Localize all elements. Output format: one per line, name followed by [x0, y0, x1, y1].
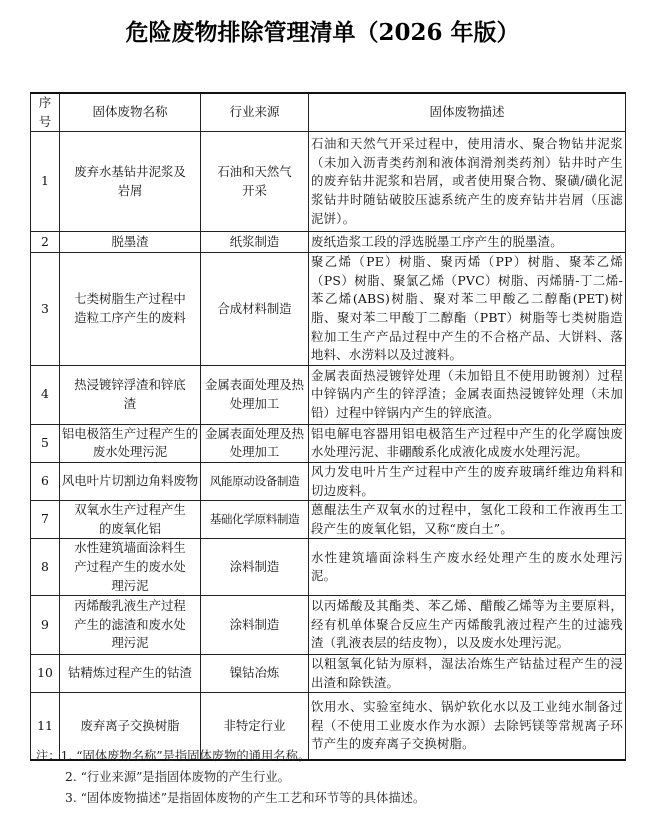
footnotes	[36, 746, 425, 809]
table-row	[31, 232, 626, 253]
row-industry: 金属表面处理及热处理加工	[201, 424, 309, 462]
hazardous-waste-exclusion-table	[30, 92, 626, 761]
table-row	[31, 501, 626, 539]
row-industry: 基础化学原料制造	[201, 501, 309, 539]
row-name: 风电叶片切割边角料废物	[60, 462, 201, 500]
row-description: 以粗氢氧化钴为原料，湿法冶炼生产钴盐过程产生的浸出渣和除铁渣。	[309, 655, 626, 693]
row-industry: 涂料制造	[201, 539, 309, 596]
row-seq: 2	[31, 232, 60, 253]
row-description: 风力发电叶片生产过程中产生的废弃玻璃纤维边角料和切边废料。	[309, 462, 626, 500]
row-name: 丙烯酸乳液生产过程产生的滤渣和废水处理污泥	[60, 596, 201, 655]
row-seq: 7	[31, 501, 60, 539]
row-name: 七类树脂生产过程中造粒工序产生的废料	[60, 253, 201, 366]
row-description: 石油和天然气开采过程中，使用清水、聚合物钻井泥浆（未加入沥青类药剂和液体润滑剂类药剂）钻井时产生的废弃钻井泥浆和岩屑，或者使用聚合物、聚磺/磺化泥浆钻井时随钻破胶压滤系统产生的废弃钻井岩屑（压滤泥饼）。	[309, 132, 626, 232]
row-industry: 风能原动设备制造	[201, 462, 309, 500]
row-name: 热浸镀锌浮渣和锌底渣	[60, 365, 201, 424]
table-row	[31, 132, 626, 232]
row-name: 铝电极箔生产过程产生的废水处理污泥	[60, 424, 201, 462]
footnote-prefix: 注：	[36, 749, 61, 763]
table-row	[31, 424, 626, 462]
row-description: 废纸造浆工段的浮选脱墨工序产生的脱墨渣。	[309, 232, 626, 253]
row-description: 饮用水、实验室纯水、锅炉软化水以及工业纯水制备过程（不使用工业废水作为水源）去除钙镁等常规离子环节产生的废弃离子交换树脂。	[309, 693, 626, 760]
row-seq: 6	[31, 462, 60, 500]
row-description: 聚乙烯（PE）树脂、聚丙烯（PP）树脂、聚苯乙烯（PS）树脂、聚氯乙烯（PVC）树脂、丙烯腈-丁二烯-苯乙烯(ABS)树脂、聚对苯二甲酸乙二醇酯(PET)树脂、聚对苯二甲酸丁二醇酯（PBT）树脂等七类树脂造粒加工生产产品过程中产生的不合格产品、大饼料、落地料、水涝料以及过渡料。	[309, 253, 626, 366]
header-seq: 序号	[31, 93, 60, 132]
row-description: 铝电解电容器用铝电极箔生产过程中产生的化学腐蚀废水处理污泥、非硼酸系化成液化成废水处理污泥。	[309, 424, 626, 462]
row-seq: 9	[31, 596, 60, 655]
row-seq: 11	[31, 693, 60, 760]
table-row	[31, 462, 626, 500]
row-name: 废弃离子交换树脂	[60, 693, 201, 760]
row-name: 脱墨渣	[60, 232, 201, 253]
row-industry: 非特定行业	[201, 693, 309, 760]
footnote-text: 1. “固体废物名称”是指固体废物的通用名称。	[60, 749, 311, 763]
table-row	[31, 596, 626, 655]
row-description: 以丙烯酸及其酯类、苯乙烯、醋酸乙烯等为主要原料，经有机单体聚合反应生产丙烯酸乳液过程产生的过滤残渣（乳液表层的结皮物），以及废水处理污泥。	[309, 596, 626, 655]
header-industry: 行业来源	[201, 93, 309, 132]
footnote-1	[36, 746, 425, 767]
row-industry: 纸浆制造	[201, 232, 309, 253]
row-description: 蒽醌法生产双氧水的过程中，氢化工段和工作液再生工段产生的废氧化铝，又称“废白土”。	[309, 501, 626, 539]
row-seq: 10	[31, 655, 60, 693]
row-name: 水性建筑墙面涂料生产过程产生的废水处理污泥	[60, 539, 201, 596]
row-seq: 5	[31, 424, 60, 462]
row-seq: 8	[31, 539, 60, 596]
header-description: 固体废物描述	[309, 93, 626, 132]
row-seq: 4	[31, 365, 60, 424]
row-description: 水性建筑墙面涂料生产废水经处理产生的废水处理污泥。	[309, 539, 626, 596]
row-description: 金属表面热浸镀锌处理（未加铅且不使用助镀剂）过程中锌锅内产生的锌浮渣；金属表面热浸镀锌处理（未加铅）过程中锌锅内产生的锌底渣。	[309, 365, 626, 424]
table-header-row	[31, 93, 626, 132]
row-seq: 1	[31, 132, 60, 232]
row-industry: 石油和天然气开采	[201, 132, 309, 232]
footnote-2: 2. “行业来源”是指固体废物的产生行业。	[65, 770, 290, 784]
table-row	[31, 655, 626, 693]
row-name: 钴精炼过程产生的钴渣	[60, 655, 201, 693]
footnote-3: 3. “固体废物描述”是指固体废物的产生工艺和环节等的具体描述。	[65, 791, 426, 805]
row-industry: 金属表面处理及热处理加工	[201, 365, 309, 424]
row-industry: 涂料制造	[201, 596, 309, 655]
row-name: 废弃水基钻井泥浆及岩屑	[60, 132, 201, 232]
document-title: 危险废物排除管理清单（2026 年版）	[125, 19, 520, 46]
row-industry: 合成材料制造	[201, 253, 309, 366]
row-seq: 3	[31, 253, 60, 366]
row-industry: 镍钴冶炼	[201, 655, 309, 693]
table-row	[31, 539, 626, 596]
header-name: 固体废物名称	[60, 93, 201, 132]
row-name: 双氧水生产过程产生的废氧化铝	[60, 501, 201, 539]
table-row	[31, 365, 626, 424]
table-row	[31, 253, 626, 366]
